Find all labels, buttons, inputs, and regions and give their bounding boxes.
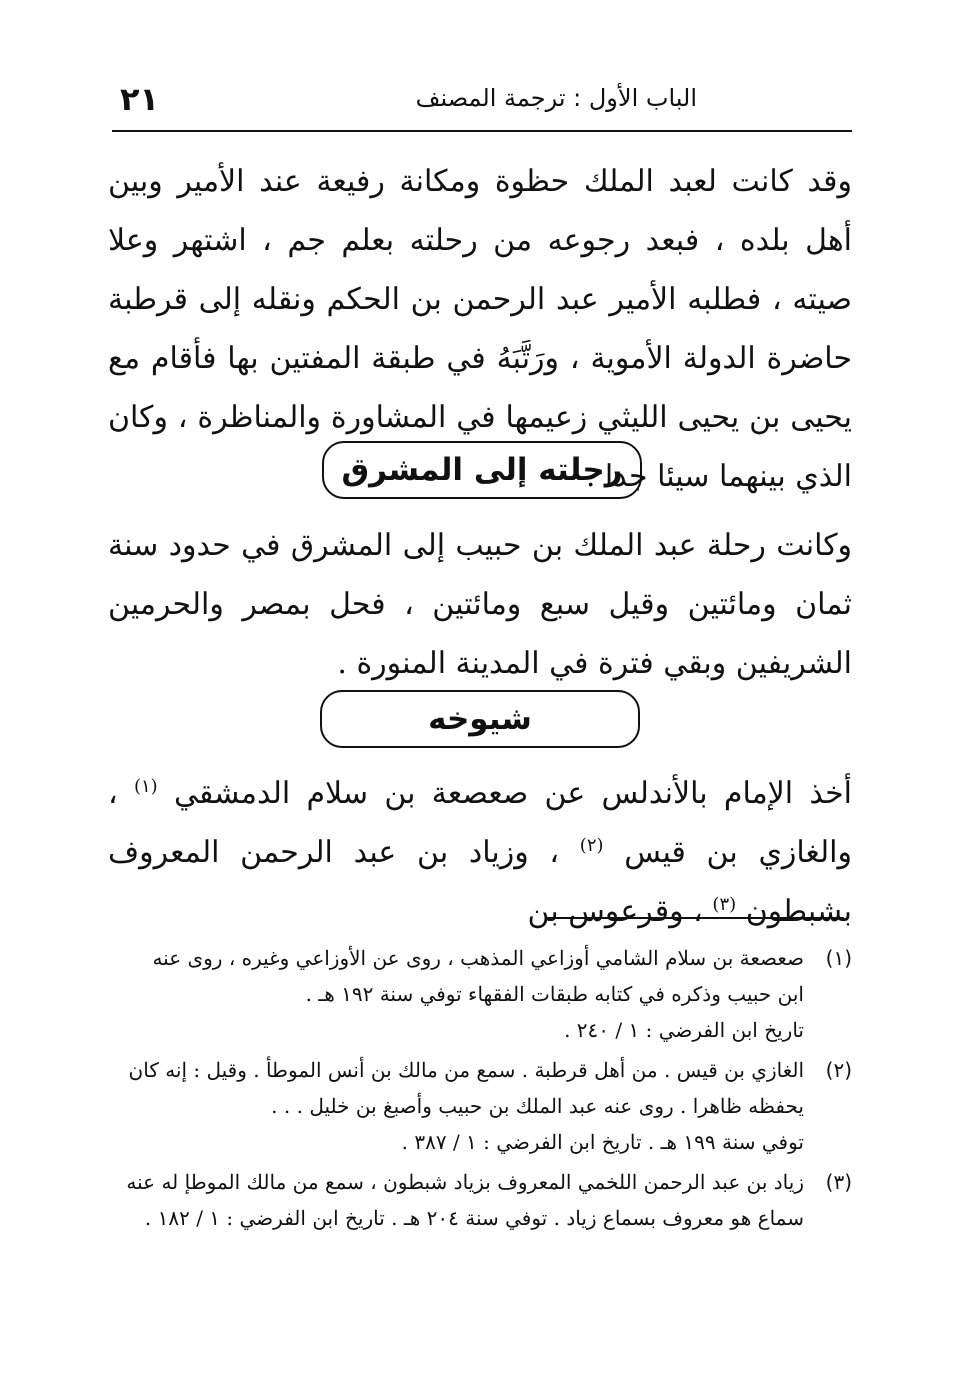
- paragraph-teachers-text: ، والغازي بن قيس: [108, 776, 852, 870]
- footnote-reference-1[interactable]: (١): [133, 776, 158, 797]
- page-number: ٢١: [120, 80, 160, 118]
- footnote-line: سماع هو معروف بسماع زياد . توفي سنة ٢٠٤ هـ . تاريخ ابن الفرضي : ١ / ١٨٢ .: [144, 1206, 804, 1230]
- footnote-1: [108, 940, 852, 1048]
- footnote-2: [108, 1052, 852, 1160]
- section-heading-journey: [322, 441, 642, 499]
- footnote-line: ابن حبيب وذكره في كتابه طبقات الفقهاء توفي سنة ١٩٢ هـ .: [305, 982, 804, 1006]
- footnote-reference-2[interactable]: (٢): [579, 835, 604, 856]
- section-heading-teachers-label: شيوخه: [428, 701, 532, 737]
- footnote-number: (٢): [825, 1058, 852, 1082]
- paragraph-teachers-text: أخذ الإمام بالأندلس عن صعصعة بن سلام الدمشقي: [173, 776, 852, 811]
- paragraph-teachers-text: ، وزياد بن عبد الرحمن المعروف بشبطون: [108, 835, 852, 929]
- section-heading-teachers: [320, 690, 640, 748]
- footnote-line: يحفظه ظاهرا . روى عنه عبد الملك بن حبيب وأصبغ بن خليل . . .: [271, 1094, 804, 1118]
- footnote-line: تاريخ ابن الفرضي : ١ / ٢٤٠ .: [564, 1018, 804, 1042]
- chapter-title: الباب الأول : ترجمة المصنف: [415, 84, 697, 112]
- footnote-3: [108, 1164, 852, 1236]
- paragraph-journey-east: وكانت رحلة عبد الملك بن حبيب إلى المشرق في حدود سنة ثمان ومائتين وقيل سبع ومائتين ، فحل بمصر والحرمين الشريفين وبقي فترة في المدينة المنورة .: [108, 528, 852, 681]
- paragraph-teachers: [108, 764, 852, 941]
- footnote-line: زياد بن عبد الرحمن اللخمي المعروف بزياد شبطون ، سمع من مالك الموطإ له عنه: [126, 1170, 804, 1194]
- footnote-number: (٣): [825, 1170, 852, 1194]
- paragraph-teachers-text: ، وقرعوس بن: [527, 894, 703, 929]
- footnotes: [108, 940, 852, 1240]
- section-heading-journey-label: رحلته إلى المشرق: [341, 452, 623, 488]
- header-divider: [112, 130, 852, 132]
- footnote-line: توفي سنة ١٩٩ هـ . تاريخ ابن الفرضي : ١ / ٣٨٧ .: [401, 1130, 804, 1154]
- running-header: [112, 80, 847, 120]
- footnote-line: صعصعة بن سلام الشامي أوزاعي المذهب ، روى عن الأوزاعي وغيره ، روى عنه: [152, 946, 804, 970]
- paragraph-status-in-andalus: وقد كانت لعبد الملك حظوة ومكانة رفيعة عند الأمير وبين أهل بلده ، فبعد رجوعه من رحلته بعلم جم ، اشتهر وعلا صيته ، فطلبه الأمير عبد الرحمن بن الحكم ونقله إلى قرطبة حاضرة الدولة الأموية ، ورَتَّبَهُ في طبقة المفتين بها فأقام مع يحيى بن يحيى الليثي زعيمها في المشاورة والمناظرة ، وكان الذي بينهما سيئا جدا .: [108, 164, 852, 494]
- footnote-number: (١): [825, 946, 852, 970]
- footnote-reference-3[interactable]: (٣): [712, 894, 737, 915]
- footnote-line: الغازي بن قيس . من أهل قرطبة . سمع من مالك بن أنس الموطأ . وقيل : إنه كان: [128, 1058, 804, 1082]
- footnote-divider: [548, 917, 844, 919]
